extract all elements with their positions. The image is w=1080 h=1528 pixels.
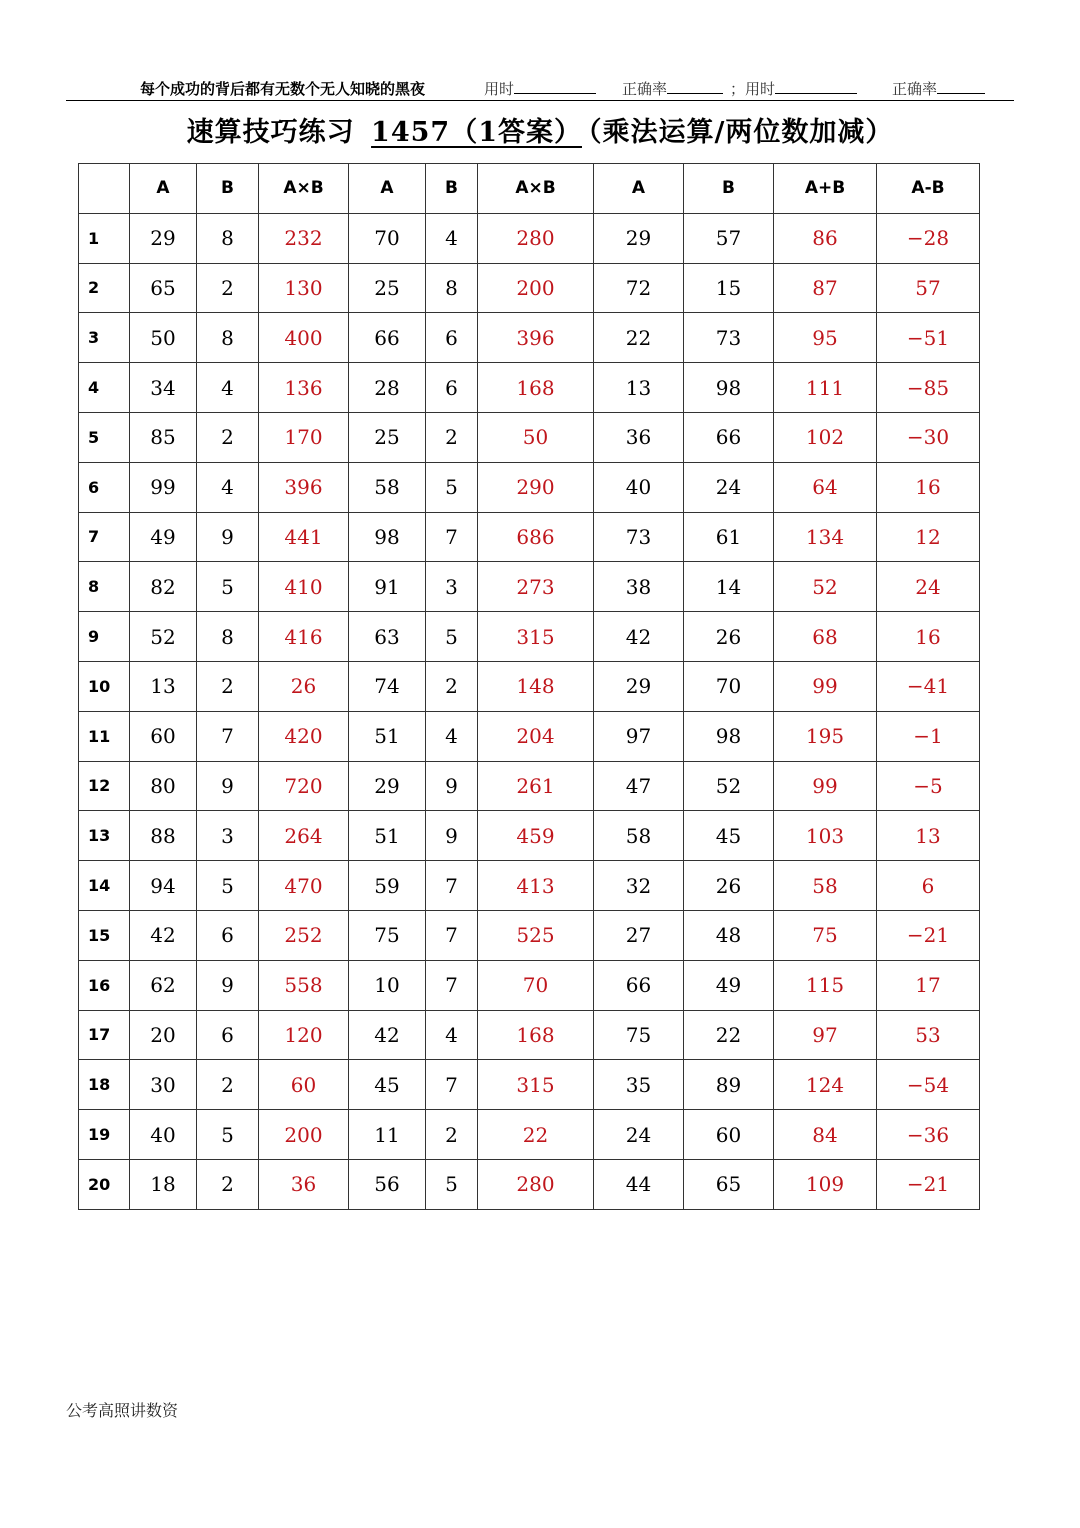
table-row bbox=[79, 910, 980, 960]
cell-b: 5 bbox=[426, 612, 478, 662]
cell-a: 30 bbox=[130, 1060, 197, 1110]
cell-b: 22 bbox=[684, 1010, 774, 1060]
cell-a: 51 bbox=[349, 711, 426, 761]
cell-product: 130 bbox=[259, 263, 349, 313]
cell-b: 8 bbox=[197, 313, 259, 363]
cell-sum: 87 bbox=[774, 263, 877, 313]
cell-product: 459 bbox=[478, 811, 594, 861]
cell-sum: 97 bbox=[774, 1010, 877, 1060]
cell-b: 7 bbox=[197, 711, 259, 761]
cell-a: 40 bbox=[130, 1110, 197, 1160]
cell-a: 98 bbox=[349, 512, 426, 562]
cell-b: 5 bbox=[426, 1159, 478, 1209]
cell-a: 75 bbox=[349, 910, 426, 960]
cell-b: 5 bbox=[197, 861, 259, 911]
cell-b: 9 bbox=[197, 761, 259, 811]
cell-product: 200 bbox=[259, 1110, 349, 1160]
cell-b: 52 bbox=[684, 761, 774, 811]
cell-b: 2 bbox=[197, 263, 259, 313]
cell-sum: 68 bbox=[774, 612, 877, 662]
cell-a: 66 bbox=[349, 313, 426, 363]
cell-b: 57 bbox=[684, 213, 774, 263]
cell-a: 27 bbox=[594, 910, 684, 960]
table-row bbox=[79, 612, 980, 662]
row-index: 12 bbox=[79, 761, 130, 811]
cell-sum: 58 bbox=[774, 861, 877, 911]
cell-a: 29 bbox=[130, 213, 197, 263]
table-row bbox=[79, 562, 980, 612]
row-index: 2 bbox=[79, 263, 130, 313]
table-row bbox=[79, 412, 980, 462]
cell-product: 136 bbox=[259, 363, 349, 413]
title-suffix: （乘法运算/两位数加减） bbox=[587, 117, 894, 148]
cell-a: 42 bbox=[130, 910, 197, 960]
cell-product: 441 bbox=[259, 512, 349, 562]
cell-a: 25 bbox=[349, 263, 426, 313]
cell-a: 97 bbox=[594, 711, 684, 761]
cell-difference: −54 bbox=[877, 1060, 980, 1110]
cell-sum: 84 bbox=[774, 1110, 877, 1160]
time-field-1 bbox=[484, 78, 596, 99]
table-row bbox=[79, 761, 980, 811]
accuracy-label-1: 正确率 bbox=[622, 80, 668, 98]
cell-product: 26 bbox=[259, 661, 349, 711]
cell-product: 261 bbox=[478, 761, 594, 811]
cell-a: 20 bbox=[130, 1010, 197, 1060]
cell-product: 280 bbox=[478, 1159, 594, 1209]
cell-a: 29 bbox=[594, 213, 684, 263]
cell-a: 73 bbox=[594, 512, 684, 562]
cell-a: 13 bbox=[130, 661, 197, 711]
row-index: 8 bbox=[79, 562, 130, 612]
cell-product: 273 bbox=[478, 562, 594, 612]
cell-difference: 17 bbox=[877, 960, 980, 1010]
cell-sum: 86 bbox=[774, 213, 877, 263]
cell-b: 45 bbox=[684, 811, 774, 861]
cell-product: 22 bbox=[478, 1110, 594, 1160]
header-index bbox=[79, 164, 130, 214]
header-sum: A+B bbox=[774, 164, 877, 214]
cell-difference: 16 bbox=[877, 612, 980, 662]
cell-product: 168 bbox=[478, 1010, 594, 1060]
cell-a: 49 bbox=[130, 512, 197, 562]
cell-b: 2 bbox=[197, 1060, 259, 1110]
cell-a: 66 bbox=[594, 960, 684, 1010]
cell-b: 49 bbox=[684, 960, 774, 1010]
cell-b: 7 bbox=[426, 910, 478, 960]
cell-a: 63 bbox=[349, 612, 426, 662]
table-row bbox=[79, 1060, 980, 1110]
row-index: 20 bbox=[79, 1159, 130, 1209]
cell-a: 22 bbox=[594, 313, 684, 363]
cell-b: 73 bbox=[684, 313, 774, 363]
time-blank-1[interactable] bbox=[514, 79, 596, 94]
cell-b: 48 bbox=[684, 910, 774, 960]
table-header-row bbox=[79, 164, 980, 214]
cell-product: 170 bbox=[259, 412, 349, 462]
cell-a: 94 bbox=[130, 861, 197, 911]
cell-a: 88 bbox=[130, 811, 197, 861]
cell-b: 4 bbox=[426, 711, 478, 761]
cell-sum: 102 bbox=[774, 412, 877, 462]
title-prefix: 速算技巧练习 bbox=[186, 117, 355, 148]
cell-product: 200 bbox=[478, 263, 594, 313]
cell-difference: 16 bbox=[877, 462, 980, 512]
cell-a: 82 bbox=[130, 562, 197, 612]
cell-a: 42 bbox=[594, 612, 684, 662]
cell-product: 168 bbox=[478, 363, 594, 413]
cell-a: 32 bbox=[594, 861, 684, 911]
cell-b: 70 bbox=[684, 661, 774, 711]
time-blank-2[interactable] bbox=[775, 79, 857, 94]
row-index: 10 bbox=[79, 661, 130, 711]
cell-difference: −30 bbox=[877, 412, 980, 462]
row-index: 14 bbox=[79, 861, 130, 911]
title-code: 1457（1答案） bbox=[371, 117, 582, 148]
table-row bbox=[79, 263, 980, 313]
cell-a: 29 bbox=[594, 661, 684, 711]
cell-b: 9 bbox=[426, 761, 478, 811]
row-index: 16 bbox=[79, 960, 130, 1010]
table-row bbox=[79, 363, 980, 413]
motto-text: 每个成功的背后都有无数个无人知晓的黑夜 bbox=[140, 80, 426, 98]
row-index: 1 bbox=[79, 213, 130, 263]
cell-difference: −1 bbox=[877, 711, 980, 761]
cell-difference: 53 bbox=[877, 1010, 980, 1060]
row-index: 7 bbox=[79, 512, 130, 562]
cell-sum: 64 bbox=[774, 462, 877, 512]
cell-a: 44 bbox=[594, 1159, 684, 1209]
cell-a: 51 bbox=[349, 811, 426, 861]
cell-product: 525 bbox=[478, 910, 594, 960]
cell-difference: −21 bbox=[877, 1159, 980, 1209]
cell-difference: 12 bbox=[877, 512, 980, 562]
cell-b: 26 bbox=[684, 861, 774, 911]
cell-a: 56 bbox=[349, 1159, 426, 1209]
cell-a: 99 bbox=[130, 462, 197, 512]
cell-a: 80 bbox=[130, 761, 197, 811]
cell-b: 4 bbox=[426, 1010, 478, 1060]
row-index: 3 bbox=[79, 313, 130, 363]
row-index: 17 bbox=[79, 1010, 130, 1060]
cell-a: 35 bbox=[594, 1060, 684, 1110]
cell-product: 720 bbox=[259, 761, 349, 811]
table-row bbox=[79, 313, 980, 363]
cell-b: 3 bbox=[197, 811, 259, 861]
cell-product: 280 bbox=[478, 213, 594, 263]
row-index: 11 bbox=[79, 711, 130, 761]
cell-a: 74 bbox=[349, 661, 426, 711]
cell-b: 5 bbox=[197, 562, 259, 612]
cell-product: 232 bbox=[259, 213, 349, 263]
table-row bbox=[79, 661, 980, 711]
cell-a: 24 bbox=[594, 1110, 684, 1160]
cell-a: 91 bbox=[349, 562, 426, 612]
cell-b: 6 bbox=[426, 363, 478, 413]
accuracy-blank-1[interactable] bbox=[667, 79, 723, 94]
cell-sum: 52 bbox=[774, 562, 877, 612]
cell-a: 42 bbox=[349, 1010, 426, 1060]
cell-b: 24 bbox=[684, 462, 774, 512]
cell-b: 9 bbox=[426, 811, 478, 861]
cell-a: 13 bbox=[594, 363, 684, 413]
cell-b: 2 bbox=[197, 661, 259, 711]
cell-b: 15 bbox=[684, 263, 774, 313]
header-b-2: B bbox=[426, 164, 478, 214]
cell-difference: −21 bbox=[877, 910, 980, 960]
cell-b: 7 bbox=[426, 861, 478, 911]
cell-a: 18 bbox=[130, 1159, 197, 1209]
cell-product: 558 bbox=[259, 960, 349, 1010]
cell-a: 28 bbox=[349, 363, 426, 413]
cell-a: 65 bbox=[130, 263, 197, 313]
cell-b: 2 bbox=[426, 661, 478, 711]
cell-product: 70 bbox=[478, 960, 594, 1010]
cell-a: 50 bbox=[130, 313, 197, 363]
cell-a: 38 bbox=[594, 562, 684, 612]
table-row bbox=[79, 811, 980, 861]
footer-text: 公考高照讲数资 bbox=[66, 1401, 179, 1420]
cell-product: 264 bbox=[259, 811, 349, 861]
cell-sum: 95 bbox=[774, 313, 877, 363]
cell-b: 4 bbox=[426, 213, 478, 263]
page-header bbox=[66, 76, 1014, 101]
cell-product: 50 bbox=[478, 412, 594, 462]
cell-difference: 6 bbox=[877, 861, 980, 911]
cell-product: 252 bbox=[259, 910, 349, 960]
cell-b: 2 bbox=[426, 412, 478, 462]
cell-sum: 124 bbox=[774, 1060, 877, 1110]
row-index: 4 bbox=[79, 363, 130, 413]
cell-b: 2 bbox=[426, 1110, 478, 1160]
cell-b: 89 bbox=[684, 1060, 774, 1110]
cell-product: 204 bbox=[478, 711, 594, 761]
row-index: 15 bbox=[79, 910, 130, 960]
cell-product: 396 bbox=[478, 313, 594, 363]
cell-product: 120 bbox=[259, 1010, 349, 1060]
cell-a: 58 bbox=[349, 462, 426, 512]
cell-product: 686 bbox=[478, 512, 594, 562]
table-body bbox=[79, 213, 980, 1209]
separator: ； bbox=[730, 80, 746, 98]
cell-sum: 99 bbox=[774, 761, 877, 811]
cell-product: 400 bbox=[259, 313, 349, 363]
table-row bbox=[79, 711, 980, 761]
cell-a: 45 bbox=[349, 1060, 426, 1110]
cell-sum: 99 bbox=[774, 661, 877, 711]
row-index: 18 bbox=[79, 1060, 130, 1110]
cell-difference: 13 bbox=[877, 811, 980, 861]
cell-sum: 134 bbox=[774, 512, 877, 562]
table-row bbox=[79, 1010, 980, 1060]
header-a-2: A bbox=[349, 164, 426, 214]
cell-difference: −36 bbox=[877, 1110, 980, 1160]
cell-b: 8 bbox=[426, 263, 478, 313]
cell-sum: 103 bbox=[774, 811, 877, 861]
cell-product: 36 bbox=[259, 1159, 349, 1209]
table-row bbox=[79, 462, 980, 512]
header-b-1: B bbox=[197, 164, 259, 214]
cell-difference: −5 bbox=[877, 761, 980, 811]
accuracy-label-2: 正确率 bbox=[892, 80, 938, 98]
cell-difference: 57 bbox=[877, 263, 980, 313]
cell-a: 10 bbox=[349, 960, 426, 1010]
table-row bbox=[79, 1159, 980, 1209]
accuracy-field-1 bbox=[622, 78, 723, 99]
page-title bbox=[0, 110, 1080, 149]
row-index: 5 bbox=[79, 412, 130, 462]
cell-a: 72 bbox=[594, 263, 684, 313]
cell-a: 29 bbox=[349, 761, 426, 811]
accuracy-blank-2[interactable] bbox=[937, 79, 985, 94]
cell-a: 47 bbox=[594, 761, 684, 811]
header-a-3: A bbox=[594, 164, 684, 214]
header-a-1: A bbox=[130, 164, 197, 214]
cell-b: 65 bbox=[684, 1159, 774, 1209]
cell-sum: 115 bbox=[774, 960, 877, 1010]
header-product-1: A×B bbox=[259, 164, 349, 214]
cell-b: 9 bbox=[197, 960, 259, 1010]
cell-difference: −41 bbox=[877, 661, 980, 711]
cell-a: 52 bbox=[130, 612, 197, 662]
cell-a: 40 bbox=[594, 462, 684, 512]
cell-product: 60 bbox=[259, 1060, 349, 1110]
cell-b: 26 bbox=[684, 612, 774, 662]
cell-product: 416 bbox=[259, 612, 349, 662]
cell-b: 66 bbox=[684, 412, 774, 462]
cell-b: 4 bbox=[197, 462, 259, 512]
cell-b: 7 bbox=[426, 512, 478, 562]
cell-sum: 195 bbox=[774, 711, 877, 761]
time-label-2: 用时 bbox=[745, 80, 776, 98]
row-index: 6 bbox=[79, 462, 130, 512]
cell-a: 36 bbox=[594, 412, 684, 462]
cell-a: 58 bbox=[594, 811, 684, 861]
cell-product: 396 bbox=[259, 462, 349, 512]
cell-b: 4 bbox=[197, 363, 259, 413]
cell-b: 8 bbox=[197, 612, 259, 662]
cell-product: 470 bbox=[259, 861, 349, 911]
accuracy-field-2 bbox=[892, 78, 985, 99]
cell-b: 8 bbox=[197, 213, 259, 263]
cell-b: 98 bbox=[684, 363, 774, 413]
cell-b: 6 bbox=[197, 1010, 259, 1060]
cell-difference: 24 bbox=[877, 562, 980, 612]
table-row bbox=[79, 512, 980, 562]
answer-table bbox=[78, 163, 980, 1210]
time-label-1: 用时 bbox=[484, 80, 515, 98]
cell-a: 11 bbox=[349, 1110, 426, 1160]
cell-b: 61 bbox=[684, 512, 774, 562]
row-index: 9 bbox=[79, 612, 130, 662]
cell-a: 85 bbox=[130, 412, 197, 462]
cell-sum: 111 bbox=[774, 363, 877, 413]
table-row bbox=[79, 213, 980, 263]
row-index: 19 bbox=[79, 1110, 130, 1160]
cell-b: 6 bbox=[426, 313, 478, 363]
cell-a: 75 bbox=[594, 1010, 684, 1060]
cell-product: 290 bbox=[478, 462, 594, 512]
cell-a: 70 bbox=[349, 213, 426, 263]
cell-b: 6 bbox=[197, 910, 259, 960]
table-row bbox=[79, 1110, 980, 1160]
cell-b: 7 bbox=[426, 1060, 478, 1110]
cell-a: 34 bbox=[130, 363, 197, 413]
cell-product: 420 bbox=[259, 711, 349, 761]
cell-b: 3 bbox=[426, 562, 478, 612]
cell-sum: 109 bbox=[774, 1159, 877, 1209]
cell-difference: −28 bbox=[877, 213, 980, 263]
cell-product: 148 bbox=[478, 661, 594, 711]
cell-b: 14 bbox=[684, 562, 774, 612]
cell-b: 5 bbox=[426, 462, 478, 512]
cell-difference: −85 bbox=[877, 363, 980, 413]
cell-product: 410 bbox=[259, 562, 349, 612]
cell-difference: −51 bbox=[877, 313, 980, 363]
header-b-3: B bbox=[684, 164, 774, 214]
table-row bbox=[79, 960, 980, 1010]
cell-a: 62 bbox=[130, 960, 197, 1010]
cell-sum: 75 bbox=[774, 910, 877, 960]
cell-b: 2 bbox=[197, 412, 259, 462]
cell-b: 7 bbox=[426, 960, 478, 1010]
time-field-2 bbox=[730, 78, 857, 99]
cell-b: 5 bbox=[197, 1110, 259, 1160]
cell-b: 98 bbox=[684, 711, 774, 761]
cell-a: 25 bbox=[349, 412, 426, 462]
header-product-2: A×B bbox=[478, 164, 594, 214]
header-difference: A-B bbox=[877, 164, 980, 214]
cell-product: 413 bbox=[478, 861, 594, 911]
cell-a: 59 bbox=[349, 861, 426, 911]
table-row bbox=[79, 861, 980, 911]
cell-product: 315 bbox=[478, 1060, 594, 1110]
cell-product: 315 bbox=[478, 612, 594, 662]
cell-b: 2 bbox=[197, 1159, 259, 1209]
cell-a: 60 bbox=[130, 711, 197, 761]
cell-b: 9 bbox=[197, 512, 259, 562]
row-index: 13 bbox=[79, 811, 130, 861]
cell-b: 60 bbox=[684, 1110, 774, 1160]
